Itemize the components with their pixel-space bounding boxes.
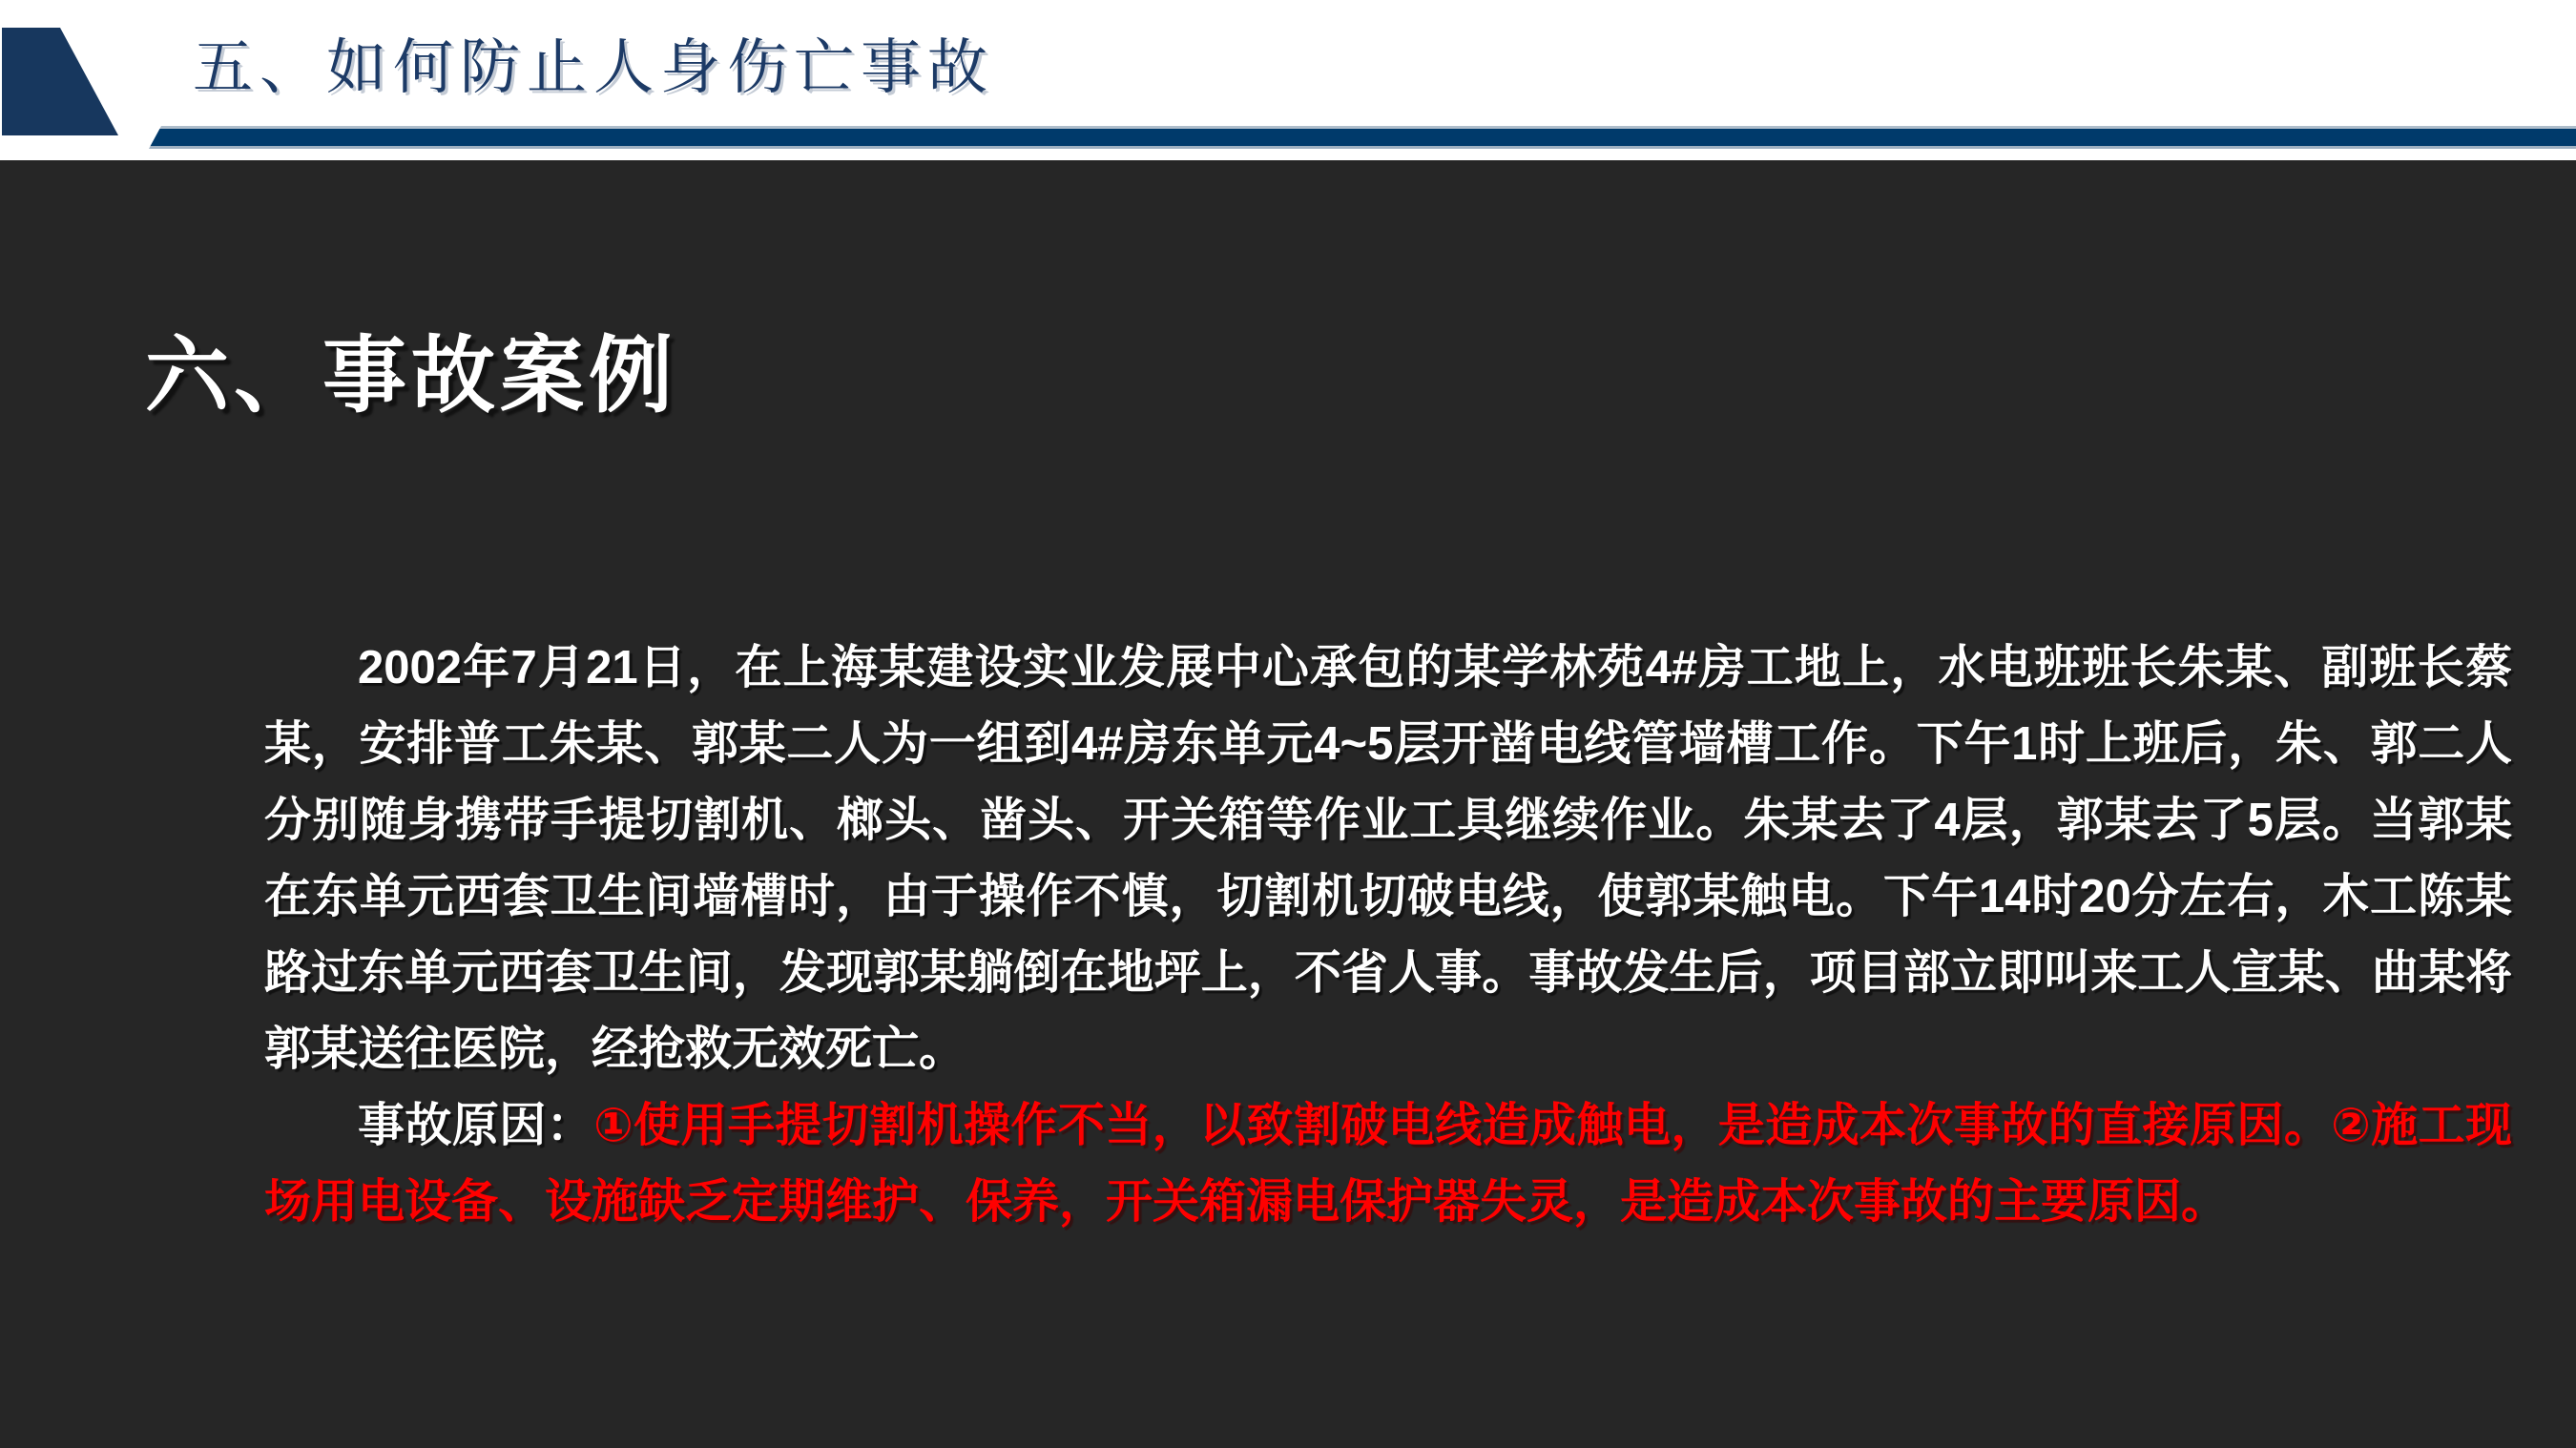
cause-label: 事故原因： [358, 1100, 594, 1151]
cause-paragraph [264, 1087, 2512, 1240]
case-paragraph: 2002年7月21日，在上海某建设实业发展中心承包的某学林苑4#房工地上，水电班班长朱某、副班长蔡某，安排普工朱某、郭某二人为一组到4#房东单元4~5层开凿电线管墙槽工作。下午1时上班后，朱、郭二人分别随身携带手提切割机、榔头、凿头、开关箱等作业工具继续作业。朱某去了4层，郭某去了5层。当郭某在东单元西套卫生间墙槽时，由于操作不慎，切割机切破电线，使郭某触电。下午14时20分左右，木工陈某路过东单元西套卫生间，发现郭某躺倒在地坪上，不省人事。事故发生后，项目部立即叫来工人宣某、曲某将郭某送往医院，经抢救无效死亡。 [264, 642, 2512, 1075]
slide-section-title: 五、如何防止人身伤亡事故 [193, 34, 994, 101]
page-title: 六、事故案例 [145, 328, 678, 423]
slide-header [0, 0, 2576, 160]
cause-text: ①使用手提切割机操作不当，以致割破电线造成触电，是造成本次事故的直接原因。②施工现场用电设备、设施缺乏定期维护、保养，开关箱漏电保护器失灵，是造成本次事故的主要原因。 [264, 1100, 2512, 1228]
navy-divider-bar [149, 126, 2576, 149]
slide-body [0, 160, 2576, 1448]
navy-trapezoid-decoration [2, 28, 118, 135]
case-text-block [264, 630, 2512, 1240]
